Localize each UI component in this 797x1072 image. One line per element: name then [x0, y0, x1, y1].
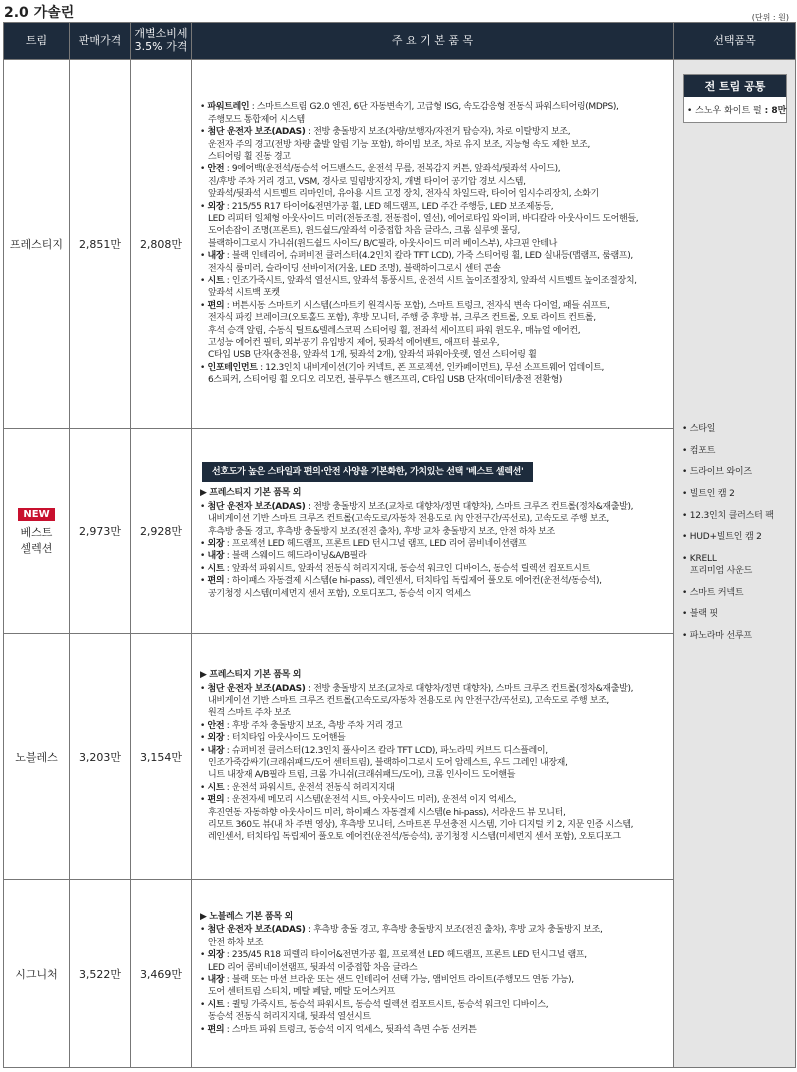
item-line: 원격 스마트 주차 보조: [208, 708, 291, 719]
item-line: • 외장 : 프로젝션 LED 헤드램프, 프론트 LED 턴시그널 램프, LED 리어 콤비네이션램프: [200, 539, 527, 549]
trim-name: 베스트 셀렉션: [20, 525, 53, 555]
item-line: 진/후방 주차 거리 경고, VSM, 경사로 밀림방지장치, 개별 타이어 공기압 경보 시스템,: [208, 176, 526, 187]
item-line: C타입 USB 단자(충전용, 앞좌석 1개, 뒷좌석 2개), 앞좌석 파워아웃렛, 열선 스티어링 휠: [208, 350, 537, 361]
item-line: 앞좌석/뒷좌석 시트벨트 리마인더, 유아용 시트 고정 장치, 전자식 차일드락, 타이어 임시수리장치, 소화기: [208, 189, 599, 200]
common-options-box: [683, 74, 787, 123]
item-line: 내비게이션 기반 스마트 크루즈 컨트롤(고속도로/자동차 전용도로 內 안전구간/곡선로), 고속도로 주행 보조,: [208, 514, 609, 525]
item-category: 첨단 운전자 보조(ADAS): [207, 127, 306, 138]
trim-basic-items: [192, 634, 674, 880]
page-title: 2.0 가솔린: [4, 5, 75, 21]
item-category: 외장: [207, 733, 225, 744]
item-category: 내장: [207, 745, 225, 756]
trim-tax-price: 3,469만: [131, 880, 192, 1068]
item-category: 편의: [207, 795, 225, 806]
item-category: 첨단 운전자 보조(ADAS): [207, 501, 306, 512]
trim-basic-items: [192, 429, 674, 634]
item-line: 전자식 파킹 브레이크(오토홀드 포함), 후방 모니터, 주행 중 후방 뷰, 크루즈 컨트롤, 오토 라이트 컨트롤,: [208, 313, 596, 324]
header-tax-price: 개별소비세 3.5% 가격: [131, 23, 192, 60]
base-trim-note: ▶ 프레스티지 기본 품목 외: [200, 670, 302, 681]
item-category: 편의: [207, 1024, 225, 1035]
trim-name-cell: [4, 429, 70, 634]
item-category: 시트: [207, 563, 225, 574]
item-category: 첨단 운전자 보조(ADAS): [207, 925, 306, 936]
item-line: 동승석 전동식 허리지지대, 뒷좌석 열선시트: [208, 1012, 371, 1023]
option-item: • KRELL 프리미엄 사운드: [682, 554, 753, 576]
item-line: • 편의 : 버튼시동 스마트키 시스템(스마트키 원격시동 포함), 스마트 트렁크, 전자식 변속 다이얼, 패들 쉬프트,: [200, 300, 610, 311]
item-line: 고성능 에어컨 필터, 외부공기 유입방지 제어, 뒷좌석 에어벤트, 애프터 블로우,: [208, 338, 500, 349]
selectable-options-list: [682, 419, 774, 648]
item-line: 후측방 충돌 경고, 후측방 충돌방지 보조(전진 출차), 후방 교차 충돌방지 보조, 안전 하차 보조: [208, 526, 555, 537]
item-line: • 편의 : 하이패스 자동결제 시스템(e hi-pass), 레인센서, 터치타입 독립제어 풀오토 에어컨(운전석/동승석),: [200, 576, 602, 587]
trim-basic-items: [192, 60, 674, 429]
header-price: 판매가격: [70, 23, 131, 60]
trim-price: 2,973만: [70, 429, 131, 634]
table-row: [4, 60, 796, 429]
option-item: • 스마트 커넥트: [682, 587, 744, 598]
item-category: 시트: [207, 782, 225, 793]
item-line: • 시트 : 퀼팅 가죽시트, 동승석 파워시트, 동승석 릴렉션 컴포트시트, 동승석 워크인 디바이스,: [200, 999, 549, 1010]
option-item: • 빌트인 캠 2: [682, 489, 735, 500]
common-option-item: • 스노우 화이트 펄 : 8만: [687, 106, 787, 116]
option-item: • 파노라마 선루프: [682, 630, 752, 641]
option-item: • HUD+빌트인 캠 2: [682, 532, 762, 543]
item-category: 내장: [207, 975, 225, 985]
item-line: 6스피커, 스티어링 휠 오디오 리모컨, 블루투스 핸즈프리, C타입 USB 단자(데이터/충전 전환형): [208, 375, 563, 386]
item-line: • 내장 : 슈퍼비전 클러스터(12.3인치 풀사이즈 칼라 TFT LCD), 파노라믹 커브드 디스플레이,: [200, 745, 548, 756]
trim-name: 시그니처: [4, 880, 70, 1068]
common-option-name: 스노우 화이트 펄: [695, 106, 762, 116]
item-line: • 내장 : 블랙 또는 마션 브라운 또는 샌드 인테리어 선택 가능, 앰비언트 라이트(주행모드 연동 가능),: [200, 975, 574, 985]
item-line: • 파워트레인 : 스마트스트림 G2.0 엔진, 6단 자동변속기, 고급형 ISG, 속도감응형 전동식 파워스티어링(MDPS),: [200, 102, 619, 113]
item-category: 안전: [207, 720, 225, 731]
item-line: 레인센서, 터치타입 독립제어 풀오토 에어컨(운전석/동승석), 공기청정 시스템(미세먼지 센서 포함), 오토디포그: [208, 832, 621, 843]
trim-tax-price: 2,928만: [131, 429, 192, 634]
item-category: 내장: [207, 551, 225, 562]
trim-tax-price: 3,154만: [131, 634, 192, 880]
trim-basic-items: [192, 880, 674, 1068]
item-category: 편의: [207, 300, 225, 311]
item-category: 첨단 운전자 보조(ADAS): [207, 683, 306, 694]
option-item: • 블랙 핏: [682, 609, 718, 620]
item-category: 외장: [207, 539, 225, 549]
new-badge: NEW: [18, 508, 54, 521]
item-line: • 외장 : 215/55 R17 타이어&전면가공 휠, LED 헤드램프, LED 주간 주행등, LED 보조제동등,: [200, 201, 554, 212]
item-line: • 시트 : 앞좌석 파워시트, 앞좌석 전동식 허리지지대, 동승석 워크인 디바이스, 동승석 릴렉션 컴포트시트: [200, 563, 590, 574]
base-trim-note: ▶ 노블레스 기본 품목 외: [200, 911, 293, 922]
option-item: • 12.3인치 클러스터 팩: [682, 510, 774, 521]
item-line: 앞좌석 시트백 포켓: [208, 288, 280, 299]
item-line: 공기청정 시스템(미세먼지 센서 포함), 오토디포그, 동승석 이지 억세스: [208, 588, 471, 599]
item-line: • 내장 : 블랙 인테리어, 슈퍼비전 클러스터(4.2인치 칼라 TFT LCD), 가죽 스티어링 휠, LED 실내등(맵램프, 룸램프),: [200, 251, 633, 262]
item-line: • 편의 : 스마트 파워 트렁크, 동승석 이지 억세스, 뒷좌석 측면 수동 선커튼: [200, 1024, 477, 1035]
item-line: 블랙하이그로시 가니쉬(윈드쉴드 사이드/ B/C필라, 아웃사이드 미러 베이스부), 샤크핀 안테나: [208, 238, 557, 249]
item-line: 스티어링 휠 진동 경고: [208, 151, 291, 162]
item-line: LED 리피터 일체형 아웃사이드 미러(전동조절, 전동접이, 열선), 에어로타입 와이퍼, 바디칼라 아웃사이드 도어핸들,: [208, 213, 639, 224]
item-category: 시트: [207, 276, 225, 287]
item-category: 인포테인먼트: [207, 362, 258, 373]
common-option-price: : 8만: [764, 106, 787, 116]
item-category: 외장: [207, 950, 225, 961]
header-trim: 트림: [4, 23, 70, 60]
option-item: • 드라이브 와이즈: [682, 467, 752, 478]
item-line: 후석 승객 알림, 수동식 틸트&텔레스코픽 스티어링 휠, 전좌석 세이프티 파워 윈도우, 매뉴얼 에어컨,: [208, 325, 581, 336]
unit-note: (단위 : 원): [751, 13, 789, 22]
option-item: • 컴포트: [682, 445, 716, 456]
item-line: 전자식 룸미러, 슬라이딩 선바이저(거울, LED 조명), 블랙하이그로시 센터 콘솔: [208, 263, 501, 274]
item-line: • 시트 : 운전석 파워시트, 운전석 전동식 허리지지대: [200, 782, 395, 793]
trim-price: 3,522만: [70, 880, 131, 1068]
option-item: • 스타일: [682, 424, 716, 434]
item-line: 운전자 주의 경고(전방 차량 출발 알림 기능 포함), 하이빔 보조, 차로 유지 보조, 지능형 속도 제한 보조,: [208, 139, 590, 150]
item-line: 리모트 360도 뷰(내 차 주변 영상), 후측방 모니터, 스마트폰 무선충전 시스템, 기아 디지털 키 2, 지문 인증 시스템,: [208, 820, 634, 831]
item-line: • 첨단 운전자 보조(ADAS) : 전방 충돌방지 보조(교차로 대향차/정면 대향차), 스마트 크루즈 컨트롤(정차&재출발),: [200, 501, 634, 512]
item-line: 후진연동 자동하향 아웃사이드 미러, 하이패스 자동결제 시스템(e hi-pass), 서라운드 뷰 모니터,: [208, 807, 566, 818]
trim-name: 프레스티지: [4, 60, 70, 429]
best-selection-banner: 선호도가 높은 스타일과 편의·안전 사양을 기본화한, 가치있는 선택 '베스트 셀렉션': [202, 462, 533, 482]
trim-tax-price: 2,808만: [131, 60, 192, 429]
base-trim-note: ▶ 프레스티지 기본 품목 외: [200, 488, 302, 499]
common-options-title: 전 트림 공통: [684, 75, 786, 97]
item-line: 주행모드 통합제어 시스템: [208, 114, 305, 125]
item-line: 안전 하차 보조: [208, 937, 264, 948]
item-line: LED 리어 콤비네이션램프, 뒷좌석 이중접합 차음 글라스: [208, 962, 418, 973]
item-category: 시트: [207, 999, 225, 1010]
item-line: • 외장 : 터치타입 아웃사이드 도어핸들: [200, 733, 346, 744]
item-line: • 첨단 운전자 보조(ADAS) : 후측방 충돌 경고, 후측방 충돌방지 보조(전진 출차), 후방 교차 충돌방지 보조,: [200, 925, 603, 936]
item-line: • 안전 : 9에어백(운전석/동승석 어드밴스드, 운전석 무릎, 전복감지 커튼, 앞좌석/뒷좌석 사이드),: [200, 164, 561, 175]
item-category: 편의: [207, 576, 225, 587]
item-line: 내비게이션 기반 스마트 크루즈 컨트롤(고속도로/자동차 전용도로 內 안전구간/곡선로), 고속도로 주행 보조,: [208, 695, 609, 706]
item-line: 도어 센터트림 스티치, 메탈 페달, 메탈 도어스커프: [208, 987, 395, 998]
header-basic-items: 주 요 기 본 품 목: [192, 23, 674, 60]
item-line: • 외장 : 235/45 R18 피렐리 타이어&전면가공 휠, 프로젝션 LED 헤드램프, 프론트 LED 턴시그널 램프,: [200, 950, 587, 961]
trim-name: 노블레스: [4, 634, 70, 880]
item-line: • 내장 : 블랙 스웨이드 헤드라이닝&A/B필라: [200, 551, 367, 562]
item-line: • 안전 : 후방 주차 충돌방지 보조, 측방 주차 거리 경고: [200, 720, 403, 731]
item-line: 인조가죽감싸기(크래쉬패드/도어 센터트림), 블랙하이그로시 도어 암레스트, 우드 그레인 내장재,: [208, 758, 568, 768]
item-category: 내장: [207, 251, 225, 262]
item-line: • 첨단 운전자 보조(ADAS) : 전방 충돌방지 보조(교차로 대향차/정면 대향차), 스마트 크루즈 컨트롤(정차&재출발),: [200, 683, 634, 694]
item-line: • 인포테인먼트 : 12.3인치 내비게이션(기아 커넥트, 폰 프로젝션, 인카페이먼트), 무선 소프트웨어 업데이트,: [200, 362, 605, 373]
item-line: • 편의 : 운전자세 메모리 시스템(운전석 시트, 아웃사이드 미러), 운전석 이지 억세스,: [200, 795, 517, 806]
item-category: 안전: [207, 164, 225, 175]
trim-price: 3,203만: [70, 634, 131, 880]
item-line: • 첨단 운전자 보조(ADAS) : 전방 충돌방지 보조(차량/보행자/자전거 탑승자), 차로 이탈방지 보조,: [200, 127, 571, 138]
item-category: 파워트레인: [207, 102, 250, 113]
item-line: • 시트 : 인조가죽시트, 앞좌석 열선시트, 앞좌석 통풍시트, 운전석 시트 높이조절장치, 앞좌석 시트벨트 높이조절장치,: [200, 276, 637, 287]
item-line: 니트 내장재 A/B필라 트림, 크롬 가니쉬(크래쉬패드/도어), 크롬 인사이드 도어핸들: [208, 770, 516, 781]
item-category: 외장: [207, 201, 225, 212]
header-options: 선택품목: [674, 23, 796, 60]
trim-price: 2,851만: [70, 60, 131, 429]
trim-price-table: [3, 22, 796, 1068]
item-line: 도어손잡이 조명(프론트), 윈드쉴드/앞좌석 이중접합 차음 글라스, 크롬 실루엣 몰딩,: [208, 226, 520, 237]
